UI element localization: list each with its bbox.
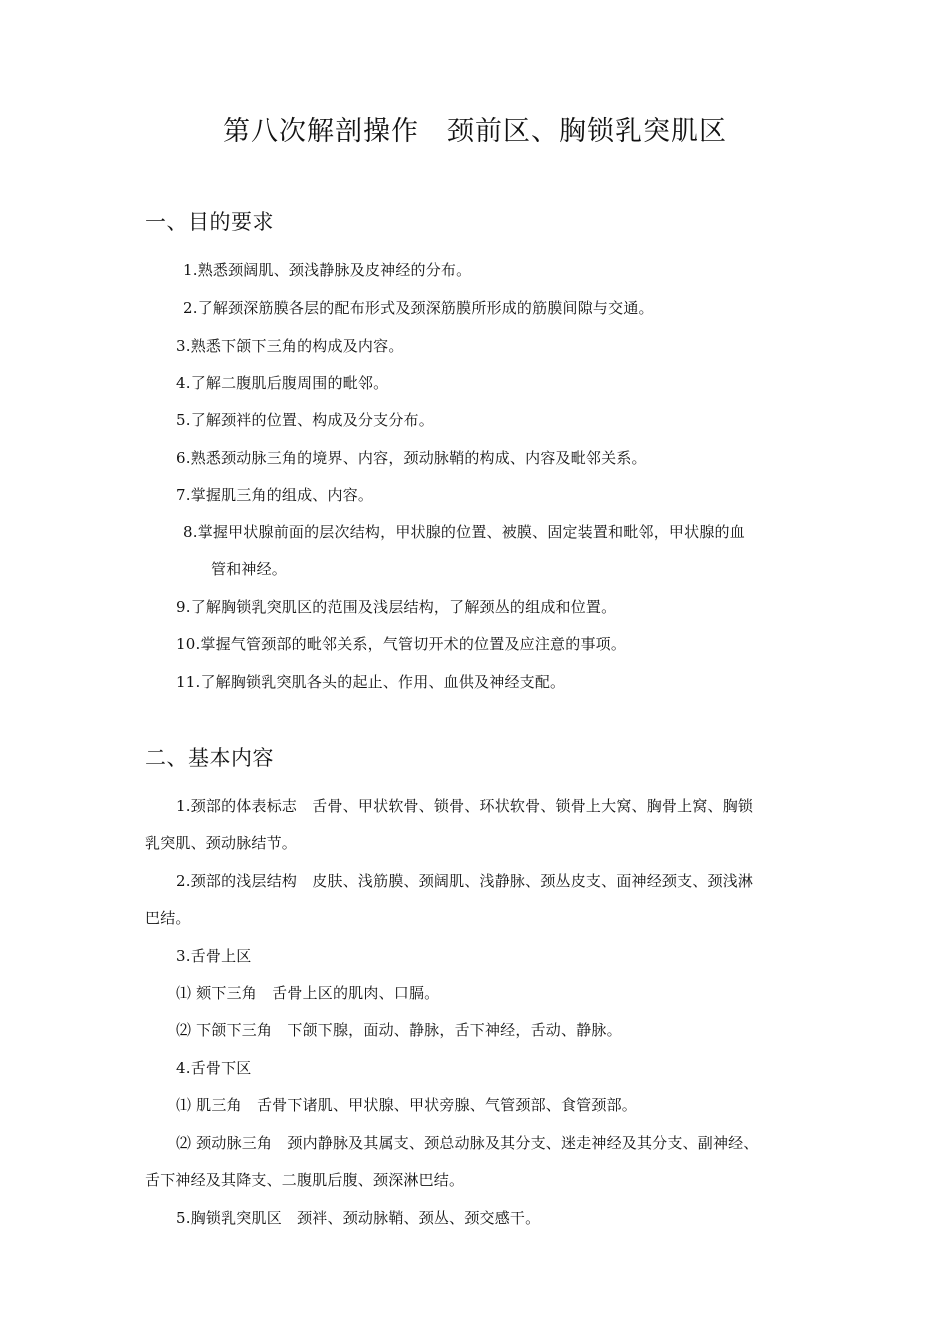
paragraph-line: 5.胸锁乳突肌区 颈袢、颈动脉鞘、颈丛、颈交感干。 bbox=[176, 1209, 541, 1227]
list-item: 10.掌握气管颈部的毗邻关系，气管切开术的位置及应注意的事项。 bbox=[176, 635, 627, 653]
paragraph-line: 乳突肌、颈动脉结节。 bbox=[145, 834, 298, 852]
paragraph-line: 4.舌骨下区 bbox=[176, 1059, 252, 1077]
list-item: 2.了解颈深筋膜各层的配布形式及颈深筋膜所形成的筋膜间隙与交通。 bbox=[183, 299, 654, 317]
paragraph-line: ⑵ 下颌下三角 下颌下腺，面动、静脉，舌下神经，舌动、静脉。 bbox=[176, 1021, 622, 1039]
paragraph-line: 3.舌骨上区 bbox=[176, 947, 252, 965]
list-item: 9.了解胸锁乳突肌区的范围及浅层结构，了解颈丛的组成和位置。 bbox=[176, 598, 617, 616]
paragraph-line: ⑴ 颏下三角 舌骨上区的肌肉、口膈。 bbox=[176, 984, 440, 1002]
paragraph-line: 巴结。 bbox=[145, 909, 191, 927]
section-heading-objectives: 一、目的要求 bbox=[145, 210, 274, 234]
list-item: 8.掌握甲状腺前面的层次结构，甲状腺的位置、被膜、固定装置和毗邻，甲状腺的血 bbox=[183, 523, 745, 541]
list-item: 5.了解颈袢的位置、构成及分支分布。 bbox=[176, 411, 434, 429]
list-item: 6.熟悉颈动脉三角的境界、内容，颈动脉鞘的构成、内容及毗邻关系。 bbox=[176, 449, 647, 467]
paragraph-line: 2.颈部的浅层结构 皮肤、浅筋膜、颈阔肌、浅静脉、颈丛皮支、面神经颈支、颈浅淋 bbox=[176, 872, 754, 890]
section-heading-basic-content: 二、基本内容 bbox=[145, 746, 274, 770]
paragraph-line: ⑵ 颈动脉三角 颈内静脉及其属支、颈总动脉及其分支、迷走神经及其分支、副神经、 bbox=[176, 1134, 759, 1152]
list-item: 7.掌握肌三角的组成、内容。 bbox=[176, 486, 374, 504]
paragraph-line: ⑴ 肌三角 舌骨下诸肌、甲状腺、甲状旁腺、气管颈部、食管颈部。 bbox=[176, 1096, 637, 1114]
list-item: 3.熟悉下颌下三角的构成及内容。 bbox=[176, 337, 404, 355]
list-item: 1.熟悉颈阔肌、颈浅静脉及皮神经的分布。 bbox=[183, 261, 472, 279]
list-item: 4.了解二腹肌后腹周围的毗邻。 bbox=[176, 374, 389, 392]
paragraph-line: 舌下神经及其降支、二腹肌后腹、颈深淋巴结。 bbox=[145, 1171, 465, 1189]
list-item-continuation: 管和神经。 bbox=[211, 560, 288, 578]
page-title: 第八次解剖操作 颈前区、胸锁乳突肌区 bbox=[223, 116, 727, 147]
list-item: 11.了解胸锁乳突肌各头的起止、作用、血供及神经支配。 bbox=[176, 673, 566, 691]
paragraph-line: 1.颈部的体表标志 舌骨、甲状软骨、锁骨、环状软骨、锁骨上大窝、胸骨上窝、胸锁 bbox=[176, 797, 754, 815]
